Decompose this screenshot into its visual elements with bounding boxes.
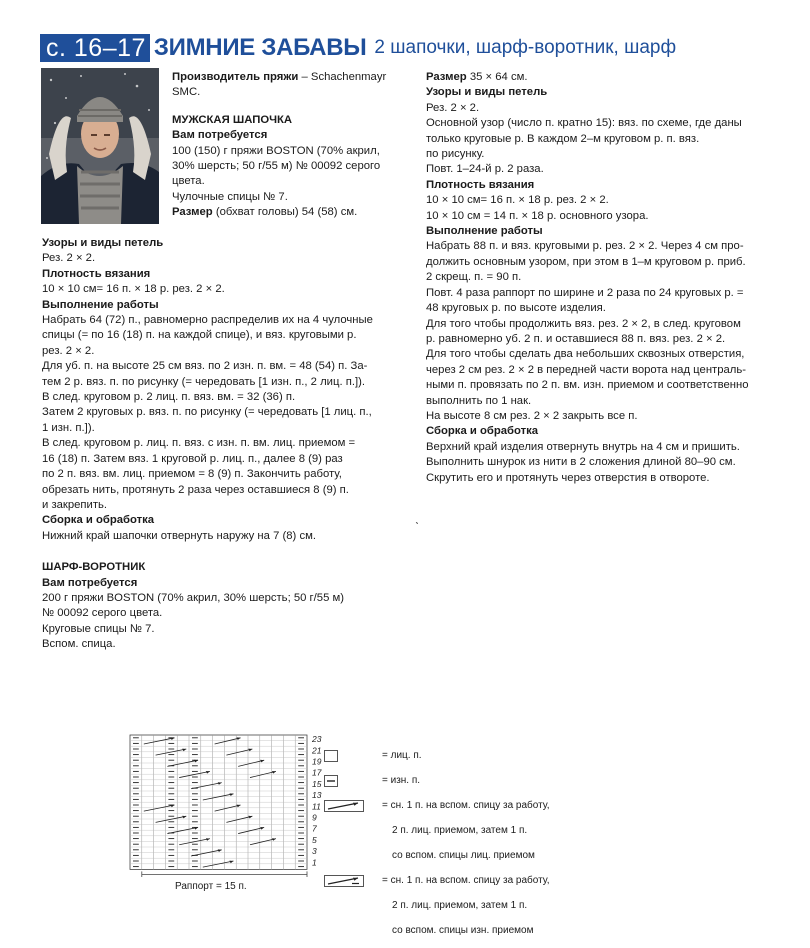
scarf-work-line: р. равномерно уб. 2 п. и оставшиеся 88 п. вяз. рез. 2 × 2.: [426, 332, 726, 345]
hat-instructions: [42, 236, 422, 653]
row-label: 23: [312, 734, 322, 745]
scarf-work-line: Для того чтобы сделать два небольших сквозных отверстия,: [426, 348, 745, 361]
scarf-materials-line: 200 г пряжи BOSTON (70% акрил, 30% шерсть; 50 г/55 м): [42, 591, 345, 604]
row-label: 13: [312, 790, 322, 801]
repeat-label: Раппорт = 15 п.: [175, 881, 247, 892]
yarn-maker-value: – Schachenmayr: [298, 71, 387, 83]
scarf-density-line: 10 × 10 см= 16 п. × 18 р. рез. 2 × 2.: [426, 194, 609, 207]
scarf-density-heading: Плотность вязания: [426, 178, 535, 191]
row-label: 15: [312, 778, 322, 789]
hat-materials-heading: Вам потребуется: [172, 129, 268, 142]
hat-work-line: В след. круговом р. лиц. п. вяз. с изн. п. вм. лиц. приемом =: [42, 437, 356, 450]
hat-work-heading: Выполнение работы: [42, 298, 159, 311]
scarf-materials-heading: Вам потребуется: [42, 576, 138, 589]
hat-work-line: 1 изн. п.]).: [42, 421, 95, 434]
row-label: 9: [312, 812, 317, 823]
legend-text: со вспом. спицы изн. приемом: [392, 925, 534, 936]
scarf-pattern-line: Повт. 1–24-й р. 2 раза.: [426, 163, 544, 176]
hat-work-line: Для уб. п. на высоте 25 см вяз. по 2 изн. п. вм. = 48 (54) п. За-: [42, 360, 368, 373]
scarf-size-label: Размер: [426, 71, 467, 83]
yarn-maker-label: Производитель пряжи: [172, 71, 299, 83]
row-label: 17: [312, 767, 322, 778]
legend-text: со вспом. спицы лиц. приемом: [392, 850, 535, 861]
hat-patterns-text: Рез. 2 × 2.: [42, 252, 96, 265]
scarf-patterns-text: Рез. 2 × 2.: [426, 101, 480, 114]
hat-needles: Чулочные спицы № 7.: [172, 190, 288, 203]
scarf-materials-line: № 00092 серого цвета.: [42, 607, 163, 620]
legend-item-cable-purl: [382, 873, 550, 938]
hat-materials-line: 30% шерсть; 50 г/55 м) № 00092 серого: [172, 160, 381, 173]
stray-mark: ˋ: [415, 520, 419, 534]
hat-density-heading: Плотность вязания: [42, 267, 151, 280]
scarf-materials-line: Вспом. спица.: [42, 638, 116, 651]
legend-text: = лиц. п.: [382, 750, 422, 761]
hat-assembly-heading: Сборка и обработка: [42, 514, 155, 527]
scarf-pattern-line: по рисунку.: [426, 148, 485, 161]
hat-size-label: Размер: [172, 206, 213, 219]
scarf-work-heading: Выполнение работы: [426, 225, 543, 238]
legend-text: 2 п. лиц. приемом, затем 1 п.: [392, 900, 528, 911]
hat-size-value: (обхват головы) 54 (58) см.: [212, 206, 358, 219]
scarf-work-line: выполнить по 1 нак.: [426, 394, 532, 407]
chart-legend: [382, 738, 550, 948]
scarf-work-line: должить основным узором, при этом в 1–м круговом р. приб.: [426, 255, 746, 268]
page-number-badge: с. 16–17: [40, 34, 150, 62]
hat-patterns-heading: Узоры и виды петель: [42, 237, 164, 249]
scarf-instructions: [426, 70, 801, 486]
legend-text: 2 п. лиц. приемом, затем 1 п.: [392, 825, 528, 836]
hat-work-line: по 2 п. вяз. вм. лиц. приемом = 8 (9) п. Закончить работу,: [42, 468, 342, 481]
hat-work-line: обрезать нить, протянуть 2 раза через оставшиеся 8 (9) п.: [42, 483, 349, 496]
legend-item-cable-knit: [382, 798, 550, 863]
model-photo: [41, 68, 159, 224]
scarf-work-line: Набрать 88 п. и вяз. круговыми р. рез. 2 × 2. Через 4 см про-: [426, 240, 744, 253]
hat-work-line: 16 (18) п. Затем вяз. 1 круговой р. лиц. п., далее 8 (9) раз: [42, 452, 343, 465]
hat-work-line: рез. 2 × 2.: [42, 344, 95, 357]
row-label: 7: [312, 823, 317, 834]
legend-text: = сн. 1 п. на вспом. спицу за работу,: [382, 800, 550, 811]
legend-text: = сн. 1 п. на вспом. спицу за работу,: [382, 875, 550, 886]
hat-intro: [172, 70, 417, 221]
legend-item-purl: [382, 773, 550, 788]
scarf-assembly-line: Верхний край изделия отвернуть внутрь на 4 см и пришить.: [426, 440, 740, 453]
row-label: 11: [312, 801, 321, 812]
row-label: 5: [312, 834, 317, 845]
hat-assembly-text: Нижний край шапочки отвернуть наружу на 7 (8) см.: [42, 529, 316, 542]
scarf-work-line: 2 скрещ. п. = 90 п.: [426, 271, 522, 284]
knitting-chart-grid: [124, 731, 324, 877]
yarn-maker-value-2: SMC.: [172, 86, 201, 99]
scarf-work-line: На высоте 8 см рез. 2 × 2 закрыть все п.: [426, 409, 638, 422]
row-label: 21: [312, 745, 322, 756]
knit-symbol-icon: [324, 750, 338, 762]
scarf-pattern-line: Основной узор (число п. кратно 15): вяз. по схеме, где даны: [426, 117, 742, 130]
scarf-work-line: Для того чтобы продолжить вяз. рез. 2 × 2, в след. круговом: [426, 317, 741, 330]
page-header: [40, 34, 676, 62]
scarf-work-line: 48 круговых р. по высоте изделия.: [426, 302, 606, 315]
row-label: 3: [312, 846, 317, 857]
cable-knit-symbol-icon: [324, 800, 364, 812]
hat-work-line: В след. круговом р. 2 лиц. п. вяз. вм. = 32 (36) п.: [42, 391, 296, 404]
legend-item-knit: [382, 748, 550, 763]
scarf-assembly-line: Выполнить шнурок из нити в 2 сложения длиной 80–90 см.: [426, 456, 736, 469]
scarf-patterns-heading: Узоры и виды петель: [426, 86, 548, 99]
scarf-pattern-line: только круговые р. В каждом 2–м круговом р. п. вяз.: [426, 132, 700, 145]
row-label: 1: [312, 857, 317, 868]
scarf-collar-title: ШАРФ-ВОРОТНИК: [42, 561, 146, 574]
scarf-assembly-heading: Сборка и обработка: [426, 425, 539, 438]
hat-work-line: и закрепить.: [42, 498, 108, 511]
purl-symbol-icon: [324, 775, 338, 787]
hat-work-line: Набрать 64 (72) п., равномерно распределив их на 4 чулочные: [42, 314, 373, 327]
scarf-work-line: Повт. 4 раза раппорт по ширине и 2 раза по 24 круговых р. =: [426, 286, 744, 299]
scarf-size-value: 35 × 64 см.: [466, 71, 528, 83]
hat-materials-line: цвета.: [172, 175, 205, 188]
legend-text: = изн. п.: [382, 775, 421, 786]
row-label: 19: [312, 756, 322, 767]
knitting-chart: [124, 731, 324, 882]
hat-materials-line: 100 (150) г пряжи BOSTON (70% акрил,: [172, 144, 380, 157]
scarf-work-line: ными п. провязать по 2 п. вм. изн. приемом и соответственно: [426, 379, 749, 392]
hat-work-line: тем 2 р. вяз. п. по рисунку (= чередовать [1 изн. п., 2 лиц. п.]).: [42, 375, 366, 388]
scarf-work-line: через 2 см рез. 2 × 2 в передней части ворота над централь-: [426, 363, 747, 376]
scarf-materials-line: Круговые спицы № 7.: [42, 622, 155, 635]
hat-work-line: Затем 2 круговых р. вяз. п. по рисунку (= чередовать [1 лиц. п.,: [42, 406, 372, 419]
scarf-assembly-line: Скрутить его и протянуть через отверстия в отвороте.: [426, 471, 710, 484]
cable-purl-symbol-icon: [324, 875, 364, 887]
scarf-density-line: 10 × 10 см = 14 п. × 18 р. основного узора.: [426, 209, 649, 222]
page-title: ЗИМНИЕ ЗАБАВЫ: [153, 34, 367, 61]
page-subtitle: 2 шапочки, шарф-воротник, шарф: [374, 37, 677, 58]
hat-title: МУЖСКАЯ ШАПОЧКА: [172, 113, 293, 126]
hat-density-text: 10 × 10 см= 16 п. × 18 р. рез. 2 × 2.: [42, 283, 225, 296]
hat-work-line: спицы (= по 16 (18) п. на каждой спице), и вяз. круговыми р.: [42, 329, 357, 342]
